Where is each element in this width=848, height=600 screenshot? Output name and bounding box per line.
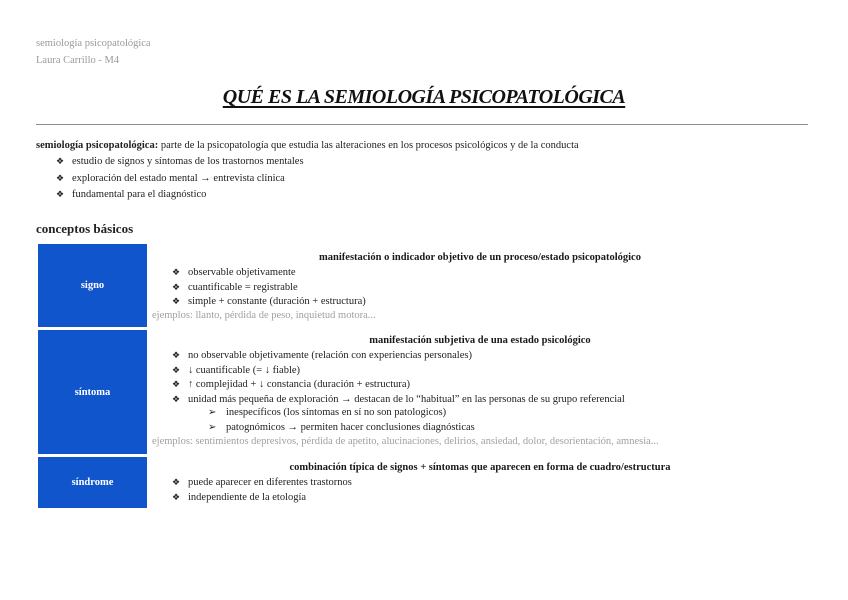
intro-term: semiología psicopatológica: xyxy=(36,140,159,151)
list-item: ❖ independiente de la etología xyxy=(172,491,307,503)
diamond-bullet-icon: ❖ xyxy=(172,491,181,502)
page-title: QUÉ ES LA SEMIOLOGÍA PSICOPATOLÓGICA xyxy=(222,86,626,108)
example-text: ejemplos: sentimientos depresivos, pérdida de apetito, alucinaciones, delirios, ansiedad, dolor, desorientación, amnesia... xyxy=(152,436,659,447)
term-box-sindrome: síndrome xyxy=(38,457,147,508)
diamond-bullet-icon: ❖ xyxy=(172,364,181,375)
definition-bullets xyxy=(152,348,808,435)
list-item: ❖ cuantificable = registrable xyxy=(172,281,298,293)
arrow-bullet-icon: ➢ xyxy=(208,421,217,433)
list-item: ❖ unidad más pequeña de exploración → destacan de lo “habitual” en las personas de su grupo referencial xyxy=(172,393,625,405)
intro-definition-text: parte de la psicopatología que estudia las alteraciones en los procesos psicológicos y de la conducta xyxy=(158,140,579,151)
title-divider xyxy=(36,124,808,125)
diamond-bullet-icon: ❖ xyxy=(56,189,65,199)
term-box-signo: signo xyxy=(38,244,147,327)
document-subject: semiología psicopatológica xyxy=(36,38,151,49)
definition-heading: manifestación o indicador objetivo de un proceso/estado psicopatológico xyxy=(319,252,641,263)
list-item: ➢ patognómicos → permiten hacer conclusiones diagnósticas xyxy=(172,421,808,436)
section-title: conceptos básicos xyxy=(36,221,134,236)
diamond-bullet-icon: ❖ xyxy=(172,281,181,292)
definition-sindrome xyxy=(152,460,808,504)
diamond-bullet-icon: ❖ xyxy=(172,393,181,404)
definition-bullets xyxy=(152,265,808,309)
diamond-bullet-icon: ❖ xyxy=(56,156,65,166)
arrow-bullet-icon: ➢ xyxy=(208,407,217,418)
diamond-bullet-icon: ❖ xyxy=(172,296,181,306)
diamond-bullet-icon: ❖ xyxy=(172,379,181,389)
example-text: ejemplos: llanto, pérdida de peso, inquietud motora... xyxy=(152,309,376,321)
list-item: ❖ ↑ complejidad + ↓ constancia (duración + estructura) xyxy=(172,379,411,390)
diamond-bullet-icon: ❖ xyxy=(172,477,181,487)
intro-bullet-list xyxy=(56,153,304,203)
list-item: ❖ exploración del estado mental → entrevista clínica xyxy=(56,170,304,187)
list-item: ❖ simple + constante (duración + estructura) xyxy=(172,296,366,307)
definition-heading: combinación típica de signos + síntomas que aparecen en forma de cuadro/estructura xyxy=(289,462,671,473)
definition-sintoma xyxy=(152,333,808,449)
definition-heading: manifestación subjetiva de una estado psicológico xyxy=(369,335,591,346)
list-item: ❖ puede aparecer en diferentes trastornos xyxy=(172,477,352,488)
list-item: ❖ fundamental para el diagnóstico xyxy=(56,186,304,203)
list-item: ❖ observable objetivamente xyxy=(172,267,296,278)
list-item: ❖ no observable objetivamente (relación con experiencias personales) xyxy=(172,350,472,361)
term-box-sintoma: síntoma xyxy=(38,330,147,454)
list-item: ➢ inespecíficos (los síntomas en sí no son patologicos) xyxy=(172,406,808,421)
list-item: ❖ estudio de signos y síntomas de los trastornos mentales xyxy=(56,153,304,170)
intro-definition xyxy=(36,139,579,153)
definition-bullets xyxy=(152,475,808,504)
list-item: ❖ ↓ cuantificable (= ↓ fiable) xyxy=(172,364,301,376)
diamond-bullet-icon: ❖ xyxy=(56,172,65,183)
definition-signo xyxy=(152,250,808,323)
diamond-bullet-icon: ❖ xyxy=(172,267,181,277)
document-author: Laura Carrillo - M4 xyxy=(36,55,120,66)
diamond-bullet-icon: ❖ xyxy=(172,350,181,360)
